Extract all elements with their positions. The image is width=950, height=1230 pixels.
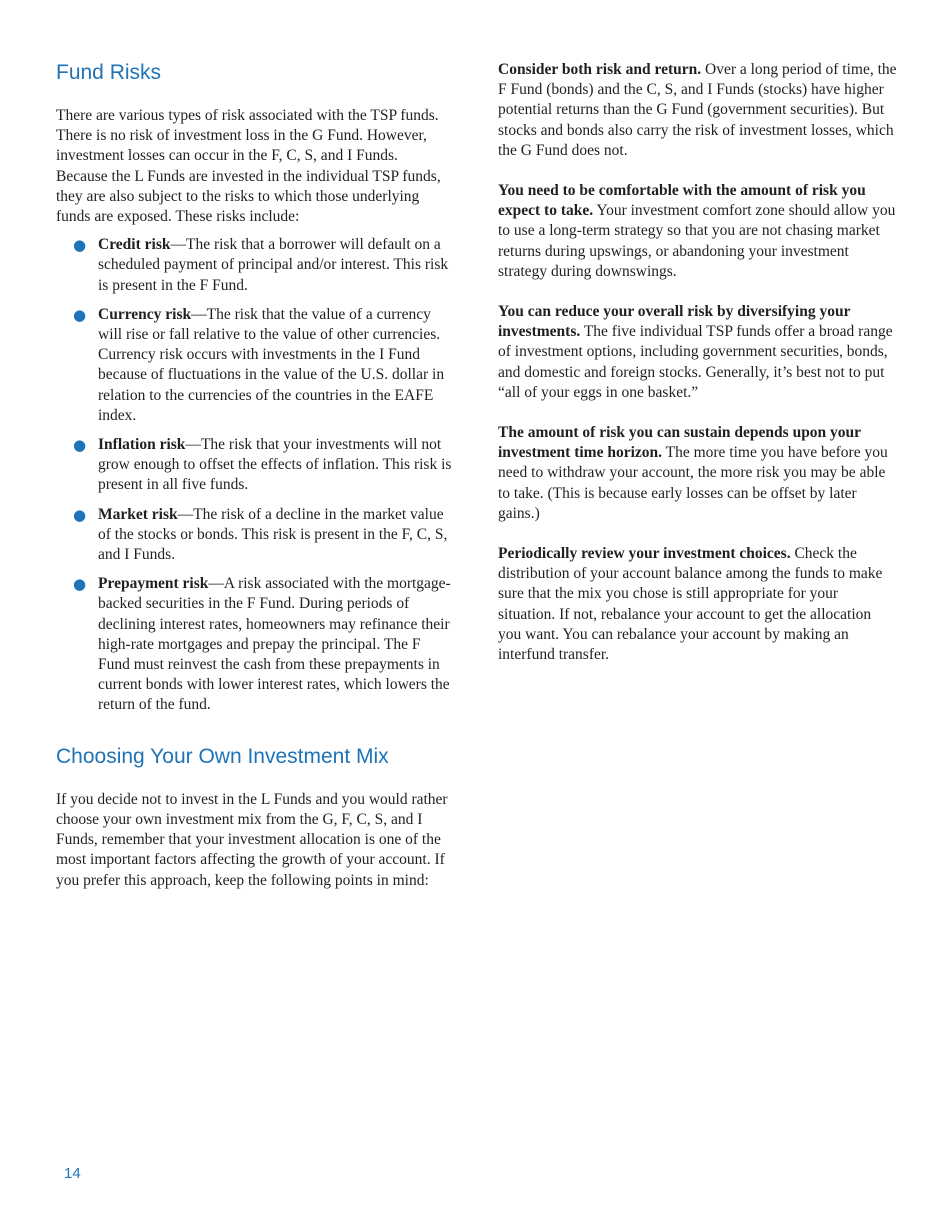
point-text: Over a long period of time, the F Fund (bonds) and the C, S, and I Funds (stocks) have higher potential returns than the G Fund (government securities). But stocks and bonds also carry the risk of investment losses, which the G Fund does not. <box>498 61 897 159</box>
left-column <box>56 60 452 891</box>
risk-item-credit <box>56 235 452 296</box>
risk-item-market <box>56 505 452 566</box>
fund-risks-intro: There are various types of risk associated with the TSP funds. There is no risk of investment loss in the G Fund. However, investment losses can occur in the F, C, S, and I Funds. Because the L Funds are invested in the individual TSP funds, they are also subject to the risks to which those underlying funds are exposed. These risks include: <box>56 107 441 226</box>
bullet-dot-icon: ● <box>73 236 87 255</box>
risk-description: —The risk of a decline in the market value of the stocks or bonds. This risk is present in the F, C, S, and I Funds. <box>98 505 448 564</box>
risk-term: Currency risk <box>98 305 192 323</box>
bullet-dot-icon: ● <box>73 575 87 594</box>
risk-list <box>56 235 452 715</box>
bullet-dot-icon: ● <box>73 436 87 455</box>
point-text: Your investment comfort zone should allow you to use a long-term strategy so that you are not chasing market returns during upswings, or abandoning your investment strategy during downswings. <box>498 202 896 280</box>
point-text: Check the distribution of your account balance among the funds to make sure that the mix you chose is still appropriate for your situation. If not, rebalance your account to get the allocation you want. You can rebalance your account by making an interfund transfer. <box>498 545 883 664</box>
point-lead: You need to be comfortable with the amount of risk you expect to take. <box>498 182 866 220</box>
point-lead: The amount of risk you can sustain depends upon your investment time horizon. <box>498 424 861 462</box>
risk-item-prepayment <box>56 574 452 715</box>
page-number: 14 <box>64 1165 81 1182</box>
point-comfort <box>498 181 898 282</box>
choosing-mix-text: If you decide not to invest in the L Funds and you would rather choose your own investment mix from the G, F, C, S, and I Funds, remember that your investment allocation is one of the most important factors affecting the growth of your account. If you prefer this approach, keep the following points in mind: <box>56 790 448 889</box>
risk-description: —The risk that your investments will not grow enough to offset the effects of inflation. This risk is present in all five funds. <box>98 436 452 494</box>
point-text: The more time you have before you need to withdraw your account, the more risk you may be able to take. (This is because early losses can be offset by later gains.) <box>498 444 888 522</box>
risk-item-currency <box>56 305 452 426</box>
right-column <box>498 60 898 685</box>
point-lead: Consider both risk and return. <box>498 61 702 78</box>
bullet-dot-icon: ● <box>73 505 87 524</box>
risk-description: —A risk associated with the mortgage-backed securities in the F Fund. During periods of declining interest rates, homeowners may refinance their high-rate mortgages and prepay the principal. The F Fund must reinvest the cash from these prepayments in current bonds with lower interest rates, which lowers the return of the fund. <box>98 575 451 714</box>
risk-item-inflation <box>56 435 452 496</box>
point-time-horizon <box>498 423 898 524</box>
risk-description: —The risk that the value of a currency will rise or fall relative to the value of other currencies. Currency risk occurs with investments in the I Fund because of fluctuations in the value of the U.S. dollar in relation to the currencies of the countries in the EAFE index. <box>98 305 445 424</box>
choosing-mix-heading: Choosing Your Own Investment Mix <box>56 744 389 768</box>
risk-term: Credit risk <box>98 236 171 254</box>
point-lead: You can reduce your overall risk by diversifying your investments. <box>498 303 851 341</box>
point-diversify <box>498 302 898 403</box>
risk-term: Market risk <box>98 505 178 523</box>
point-text: The five individual TSP funds offer a broad range of investment options, including government securities, bonds, and domestic and foreign stocks. Generally, it’s best not to put “all of your eggs in one basket.” <box>498 323 893 401</box>
risk-description: —The risk that a borrower will default on a scheduled payment of principal and/or interest. This risk is present in the F Fund. <box>98 236 449 294</box>
point-review <box>498 544 898 665</box>
bullet-dot-icon: ● <box>73 305 87 324</box>
fund-risks-heading: Fund Risks <box>56 61 162 84</box>
point-risk-and-return <box>498 60 898 161</box>
risk-term: Prepayment risk <box>98 575 209 593</box>
point-lead: Periodically review your investment choices. <box>498 545 791 563</box>
risk-term: Inflation risk <box>98 436 186 454</box>
